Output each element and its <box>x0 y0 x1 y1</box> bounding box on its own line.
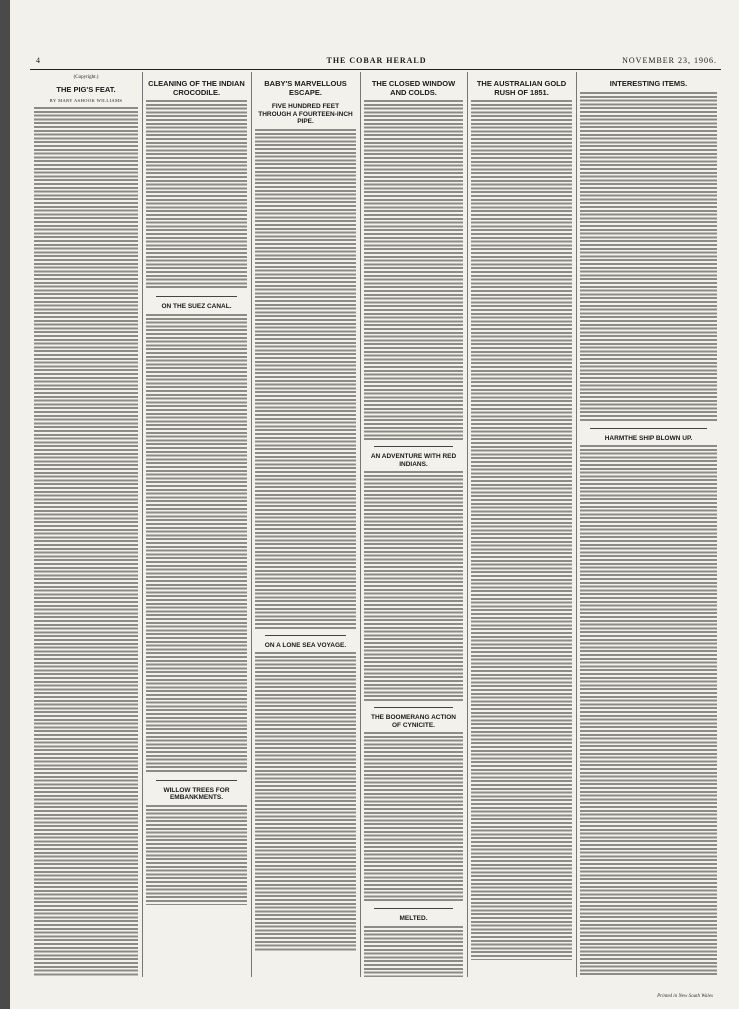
column-divider <box>467 72 468 977</box>
article-separator <box>156 780 237 781</box>
article-heading: THE PIG'S FEAT. <box>56 85 116 94</box>
article-byline: BY MARY ASHOOK WILLIAMS <box>49 97 123 103</box>
article-heading: THE BOOMERANG ACTION OF CYNICITE. <box>371 714 456 729</box>
article-separator <box>374 707 453 708</box>
column-divider <box>251 72 252 977</box>
article-body-text <box>580 92 717 422</box>
article-body-text <box>146 805 247 905</box>
article-heading: ON A LONE SEA VOYAGE. <box>264 641 347 649</box>
article-body-text <box>364 732 463 902</box>
column-3 <box>255 74 356 977</box>
article-body-text <box>146 100 247 290</box>
article-heading: THE CLOSED WINDOW AND COLDS. <box>371 79 456 97</box>
article-body-text <box>255 652 356 952</box>
printer-note: Printed in New South Wales <box>657 994 713 999</box>
masthead <box>36 56 717 68</box>
article-heading: CLEANING OF THE INDIAN CROCODILE. <box>148 79 245 97</box>
article-body-text <box>364 471 463 701</box>
article-body-text <box>364 100 463 440</box>
issue-date: NOVEMBER 23, 1906. <box>622 56 717 65</box>
newspaper-page <box>10 0 739 1009</box>
article-separator <box>156 296 237 297</box>
column-2 <box>146 74 247 977</box>
column-divider <box>142 72 143 977</box>
newspaper-title: THE COBAR HERALD <box>326 56 427 65</box>
column-divider <box>360 72 361 977</box>
article-heading: BABY'S MARVELLOUS ESCAPE. <box>264 79 347 97</box>
column-divider <box>576 72 577 977</box>
masthead-rule <box>30 69 721 70</box>
article-body-text <box>471 100 572 960</box>
article-heading: ON THE SUEZ CANAL. <box>161 303 232 310</box>
column-1 <box>34 74 138 977</box>
article-separator <box>374 908 453 909</box>
article-heading: AN ADVENTURE WITH RED INDIANS. <box>370 453 457 468</box>
article-body-text <box>364 926 463 978</box>
article-heading: THE AUSTRALIAN GOLD RUSH OF 1851. <box>476 79 567 97</box>
column-5 <box>471 74 572 977</box>
page-number: 4 <box>36 56 41 65</box>
column-6 <box>580 74 717 977</box>
article-separator <box>590 428 707 429</box>
article-heading: MELTED. <box>399 915 428 922</box>
article-body-text <box>255 129 356 629</box>
article-body-text <box>34 107 138 978</box>
article-subheading: FIVE HUNDRED FEET THROUGH A FOURTEEN-INCH PIPE. <box>258 103 353 125</box>
article-separator <box>374 446 453 447</box>
article-heading: HARMTHE SHIP BLOWN UP. <box>604 434 693 442</box>
article-body-text <box>580 445 717 975</box>
article-separator <box>265 635 346 636</box>
article-body-text <box>146 314 247 774</box>
article-heading: INTERESTING ITEMS. <box>609 79 688 88</box>
article-heading: WILLOW TREES FOR EMBANKMENTS. <box>163 786 230 801</box>
column-4 <box>364 74 463 977</box>
article-kicker: (Copyright.) <box>73 75 99 80</box>
